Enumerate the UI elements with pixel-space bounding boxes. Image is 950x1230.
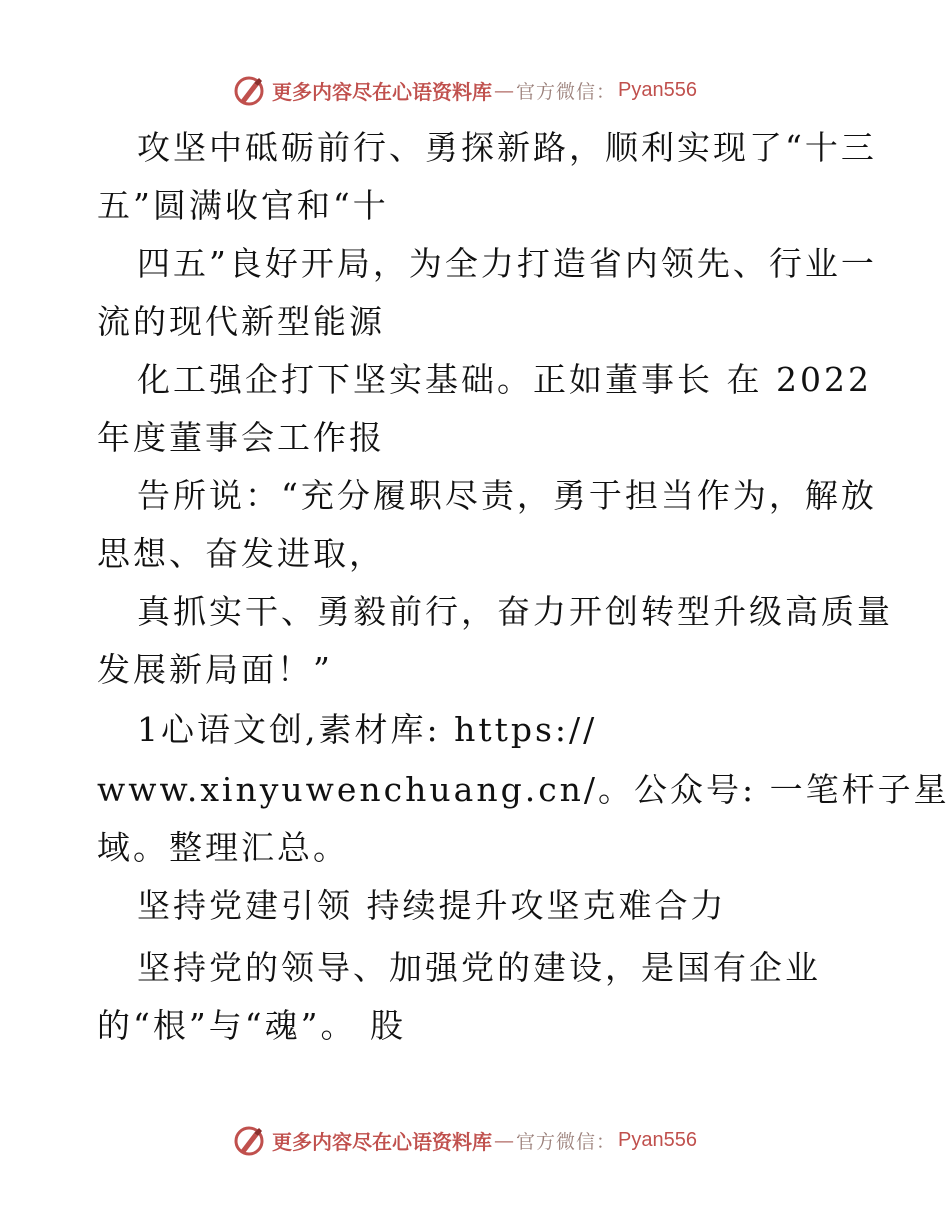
paragraph-line: 发展新局面！” — [97, 650, 333, 689]
paragraph-line: 的“根”与“魂”。 股 — [97, 1006, 406, 1045]
pen-logo-icon — [232, 1123, 266, 1157]
paragraph-line: 化工强企打下坚实基础。正如董事长 在 2022 — [137, 360, 872, 399]
paragraph-line: www.xinyuwenchuang.cn/。公众号: 一笔杆子星 — [97, 770, 950, 809]
section-heading: 坚持党建引领 持续提升攻坚克难合力 — [137, 886, 727, 925]
paragraph-line: 坚持党的领导、加强党的建设，是国有企业 — [137, 948, 821, 987]
paragraph-line: 思想、奋发进取， — [97, 534, 385, 573]
banner-wechat-id: Pyan556 — [618, 78, 697, 101]
banner-official-label: 官方微信： — [516, 1130, 617, 1153]
banner-main-text: 更多内容尽在心语资料库 — [272, 79, 492, 104]
banner-dash: — — [494, 1128, 514, 1152]
paragraph-line: 真抓实干、勇毅前行，奋力开创转型升级高质量 — [137, 592, 893, 631]
header-banner — [232, 70, 722, 110]
paragraph-line: 1心语文创,素材库: https:// — [137, 710, 598, 749]
paragraph-line: 年度董事会工作报 — [97, 418, 385, 457]
paragraph-line: 四五”良好开局，为全力打造省内领先、行业一 — [137, 244, 877, 283]
paragraph-line: 流的现代新型能源 — [97, 302, 385, 341]
banner-official-label: 官方微信： — [516, 80, 617, 103]
pen-logo-icon — [232, 73, 266, 107]
paragraph-line: 五”圆满收官和“十 — [97, 186, 389, 225]
paragraph-line: 攻坚中砥砺前行、勇探新路，顺利实现了“十三 — [137, 128, 877, 167]
paragraph-line: 告所说：“充分履职尽责，勇于担当作为，解放 — [137, 476, 877, 515]
banner-main-text: 更多内容尽在心语资料库 — [272, 1129, 492, 1154]
banner-wechat-id: Pyan556 — [618, 1128, 697, 1151]
footer-banner — [232, 1120, 722, 1160]
paragraph-line: 域。整理汇总。 — [97, 828, 349, 867]
banner-dash: — — [494, 78, 514, 102]
